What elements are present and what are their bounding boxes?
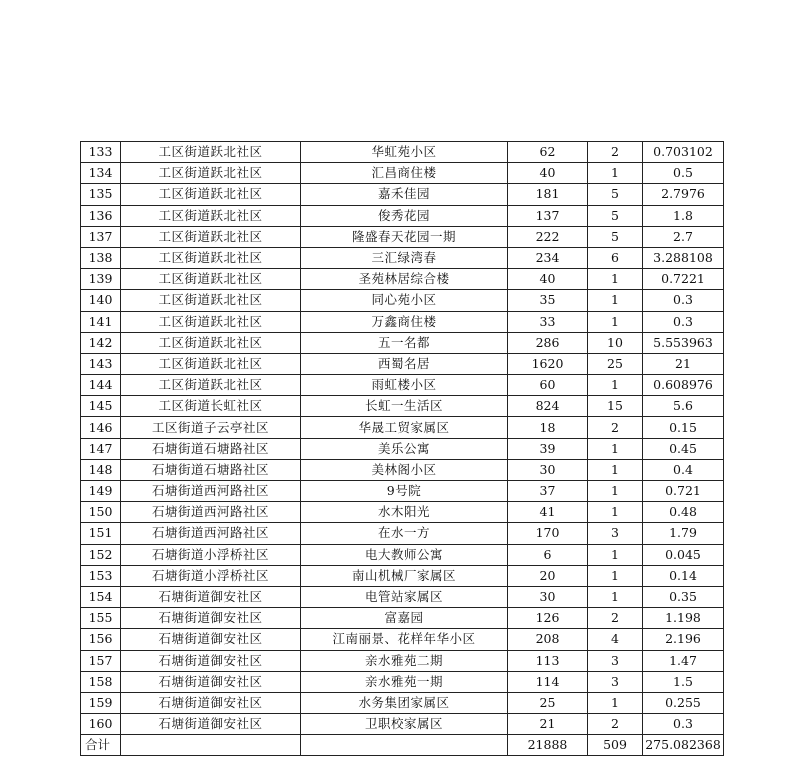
cell-name: 亲水雅苑二期 (301, 650, 508, 671)
cell-community: 石塘街道西河路社区 (121, 523, 301, 544)
cell-name: 西蜀名居 (301, 353, 508, 374)
cell-no: 136 (81, 205, 121, 226)
cell-b: 1 (588, 544, 643, 565)
cell-community: 石塘街道西河路社区 (121, 481, 301, 502)
table-row (81, 184, 724, 205)
cell-no: 150 (81, 502, 121, 523)
cell-c: 5.6 (643, 396, 724, 417)
cell-no: 148 (81, 459, 121, 480)
total-name (301, 735, 508, 756)
cell-name: 俊秀花园 (301, 205, 508, 226)
cell-a: 60 (508, 375, 588, 396)
cell-no: 134 (81, 163, 121, 184)
cell-name: 雨虹楼小区 (301, 375, 508, 396)
cell-no: 145 (81, 396, 121, 417)
table-row (81, 226, 724, 247)
cell-community: 石塘街道御安社区 (121, 714, 301, 735)
table-row (81, 396, 724, 417)
cell-b: 3 (588, 523, 643, 544)
cell-b: 1 (588, 481, 643, 502)
cell-community: 工区街道跃北社区 (121, 205, 301, 226)
cell-community: 石塘街道西河路社区 (121, 502, 301, 523)
cell-a: 824 (508, 396, 588, 417)
cell-c: 2.7976 (643, 184, 724, 205)
cell-b: 2 (588, 714, 643, 735)
cell-a: 181 (508, 184, 588, 205)
cell-community: 石塘街道石塘路社区 (121, 459, 301, 480)
cell-name: 美乐公寓 (301, 438, 508, 459)
cell-a: 113 (508, 650, 588, 671)
cell-b: 1 (588, 290, 643, 311)
table-row (81, 650, 724, 671)
total-community (121, 735, 301, 756)
cell-no: 146 (81, 417, 121, 438)
cell-no: 155 (81, 608, 121, 629)
cell-c: 2.7 (643, 226, 724, 247)
cell-community: 工区街道跃北社区 (121, 353, 301, 374)
cell-c: 0.608976 (643, 375, 724, 396)
cell-a: 40 (508, 269, 588, 290)
table-row (81, 269, 724, 290)
cell-b: 1 (588, 375, 643, 396)
cell-c: 0.4 (643, 459, 724, 480)
table-row (81, 459, 724, 480)
cell-c: 0.45 (643, 438, 724, 459)
cell-b: 1 (588, 163, 643, 184)
cell-b: 5 (588, 226, 643, 247)
cell-name: 电大教师公寓 (301, 544, 508, 565)
table-body (81, 142, 724, 756)
cell-no: 151 (81, 523, 121, 544)
cell-name: 在水一方 (301, 523, 508, 544)
cell-b: 1 (588, 459, 643, 480)
cell-b: 15 (588, 396, 643, 417)
table-row (81, 481, 724, 502)
cell-no: 160 (81, 714, 121, 735)
cell-c: 0.35 (643, 586, 724, 607)
table-row (81, 544, 724, 565)
cell-community: 工区街道跃北社区 (121, 375, 301, 396)
cell-b: 3 (588, 671, 643, 692)
cell-c: 0.48 (643, 502, 724, 523)
table-row (81, 692, 724, 713)
cell-community: 工区街道跃北社区 (121, 247, 301, 268)
cell-a: 33 (508, 311, 588, 332)
table-row (81, 375, 724, 396)
cell-community: 石塘街道御安社区 (121, 586, 301, 607)
cell-name: 亲水雅苑一期 (301, 671, 508, 692)
cell-b: 3 (588, 650, 643, 671)
table-row (81, 565, 724, 586)
cell-a: 41 (508, 502, 588, 523)
cell-c: 21 (643, 353, 724, 374)
total-c: 275.082368 (643, 735, 724, 756)
cell-b: 1 (588, 586, 643, 607)
cell-community: 工区街道子云亭社区 (121, 417, 301, 438)
cell-b: 1 (588, 565, 643, 586)
cell-community: 石塘街道御安社区 (121, 608, 301, 629)
cell-c: 0.5 (643, 163, 724, 184)
cell-no: 140 (81, 290, 121, 311)
cell-name: 三汇绿湾春 (301, 247, 508, 268)
cell-a: 20 (508, 565, 588, 586)
cell-name: 同心苑小区 (301, 290, 508, 311)
cell-name: 电管站家属区 (301, 586, 508, 607)
cell-name: 卫职校家属区 (301, 714, 508, 735)
total-b: 509 (588, 735, 643, 756)
cell-c: 0.3 (643, 290, 724, 311)
cell-c: 1.47 (643, 650, 724, 671)
cell-c: 1.8 (643, 205, 724, 226)
cell-a: 30 (508, 459, 588, 480)
cell-name: 隆盛春天花园一期 (301, 226, 508, 247)
cell-community: 石塘街道御安社区 (121, 629, 301, 650)
cell-no: 133 (81, 142, 121, 163)
table-row (81, 608, 724, 629)
cell-name: 华晟工贸家属区 (301, 417, 508, 438)
cell-community: 石塘街道小浮桥社区 (121, 565, 301, 586)
cell-a: 234 (508, 247, 588, 268)
cell-name: 五一名都 (301, 332, 508, 353)
cell-no: 142 (81, 332, 121, 353)
cell-b: 5 (588, 184, 643, 205)
cell-a: 37 (508, 481, 588, 502)
cell-b: 1 (588, 692, 643, 713)
cell-c: 1.79 (643, 523, 724, 544)
table-row (81, 142, 724, 163)
cell-community: 工区街道跃北社区 (121, 163, 301, 184)
cell-no: 143 (81, 353, 121, 374)
cell-b: 2 (588, 608, 643, 629)
cell-c: 3.288108 (643, 247, 724, 268)
cell-no: 139 (81, 269, 121, 290)
cell-name: 圣苑林居综合楼 (301, 269, 508, 290)
table-row (81, 523, 724, 544)
cell-name: 华虹苑小区 (301, 142, 508, 163)
total-label: 合计 (81, 735, 121, 756)
cell-c: 1.5 (643, 671, 724, 692)
cell-name: 汇昌商住楼 (301, 163, 508, 184)
cell-c: 0.3 (643, 714, 724, 735)
cell-a: 25 (508, 692, 588, 713)
cell-c: 5.553963 (643, 332, 724, 353)
cell-a: 208 (508, 629, 588, 650)
cell-b: 25 (588, 353, 643, 374)
cell-b: 5 (588, 205, 643, 226)
cell-b: 4 (588, 629, 643, 650)
cell-c: 0.255 (643, 692, 724, 713)
table-row (81, 438, 724, 459)
table-row (81, 502, 724, 523)
table-row (81, 311, 724, 332)
cell-no: 159 (81, 692, 121, 713)
cell-name: 9号院 (301, 481, 508, 502)
cell-no: 138 (81, 247, 121, 268)
cell-a: 35 (508, 290, 588, 311)
cell-community: 工区街道跃北社区 (121, 142, 301, 163)
table-row (81, 247, 724, 268)
cell-name: 水木阳光 (301, 502, 508, 523)
cell-no: 153 (81, 565, 121, 586)
cell-b: 10 (588, 332, 643, 353)
cell-a: 126 (508, 608, 588, 629)
cell-no: 149 (81, 481, 121, 502)
table-row (81, 629, 724, 650)
cell-a: 1620 (508, 353, 588, 374)
cell-name: 嘉禾佳园 (301, 184, 508, 205)
cell-a: 40 (508, 163, 588, 184)
cell-no: 144 (81, 375, 121, 396)
cell-c: 0.7221 (643, 269, 724, 290)
cell-community: 石塘街道御安社区 (121, 671, 301, 692)
cell-community: 工区街道跃北社区 (121, 184, 301, 205)
cell-b: 2 (588, 417, 643, 438)
cell-a: 39 (508, 438, 588, 459)
cell-c: 1.198 (643, 608, 724, 629)
cell-community: 工区街道跃北社区 (121, 290, 301, 311)
cell-a: 170 (508, 523, 588, 544)
table-row (81, 586, 724, 607)
cell-name: 美林阁小区 (301, 459, 508, 480)
cell-b: 1 (588, 502, 643, 523)
cell-community: 工区街道跃北社区 (121, 226, 301, 247)
cell-no: 137 (81, 226, 121, 247)
cell-community: 工区街道跃北社区 (121, 332, 301, 353)
cell-a: 62 (508, 142, 588, 163)
cell-community: 工区街道长虹社区 (121, 396, 301, 417)
cell-a: 137 (508, 205, 588, 226)
cell-no: 156 (81, 629, 121, 650)
cell-community: 工区街道跃北社区 (121, 311, 301, 332)
cell-name: 水务集团家属区 (301, 692, 508, 713)
table-row (81, 163, 724, 184)
cell-a: 18 (508, 417, 588, 438)
data-table (80, 141, 724, 756)
cell-c: 0.045 (643, 544, 724, 565)
table-row (81, 353, 724, 374)
cell-b: 2 (588, 142, 643, 163)
cell-a: 21 (508, 714, 588, 735)
cell-a: 114 (508, 671, 588, 692)
cell-b: 1 (588, 438, 643, 459)
cell-name: 南山机械厂家属区 (301, 565, 508, 586)
cell-name: 长虹一生活区 (301, 396, 508, 417)
cell-no: 158 (81, 671, 121, 692)
cell-c: 2.196 (643, 629, 724, 650)
cell-a: 222 (508, 226, 588, 247)
cell-c: 0.3 (643, 311, 724, 332)
table-row (81, 290, 724, 311)
cell-a: 30 (508, 586, 588, 607)
table-row (81, 714, 724, 735)
cell-name: 江南丽景、花样年华小区 (301, 629, 508, 650)
table-row (81, 417, 724, 438)
cell-name: 万鑫商住楼 (301, 311, 508, 332)
cell-no: 154 (81, 586, 121, 607)
table-row (81, 205, 724, 226)
cell-b: 1 (588, 269, 643, 290)
cell-b: 6 (588, 247, 643, 268)
cell-community: 石塘街道小浮桥社区 (121, 544, 301, 565)
table-row (81, 671, 724, 692)
cell-name: 富嘉园 (301, 608, 508, 629)
table-row (81, 332, 724, 353)
cell-c: 0.703102 (643, 142, 724, 163)
cell-a: 6 (508, 544, 588, 565)
cell-no: 147 (81, 438, 121, 459)
cell-no: 135 (81, 184, 121, 205)
total-a: 21888 (508, 735, 588, 756)
cell-community: 工区街道跃北社区 (121, 269, 301, 290)
cell-c: 0.15 (643, 417, 724, 438)
cell-community: 石塘街道御安社区 (121, 692, 301, 713)
cell-c: 0.721 (643, 481, 724, 502)
cell-community: 石塘街道石塘路社区 (121, 438, 301, 459)
cell-no: 141 (81, 311, 121, 332)
cell-a: 286 (508, 332, 588, 353)
total-row (81, 735, 724, 756)
cell-community: 石塘街道御安社区 (121, 650, 301, 671)
cell-no: 152 (81, 544, 121, 565)
cell-b: 1 (588, 311, 643, 332)
cell-no: 157 (81, 650, 121, 671)
cell-c: 0.14 (643, 565, 724, 586)
